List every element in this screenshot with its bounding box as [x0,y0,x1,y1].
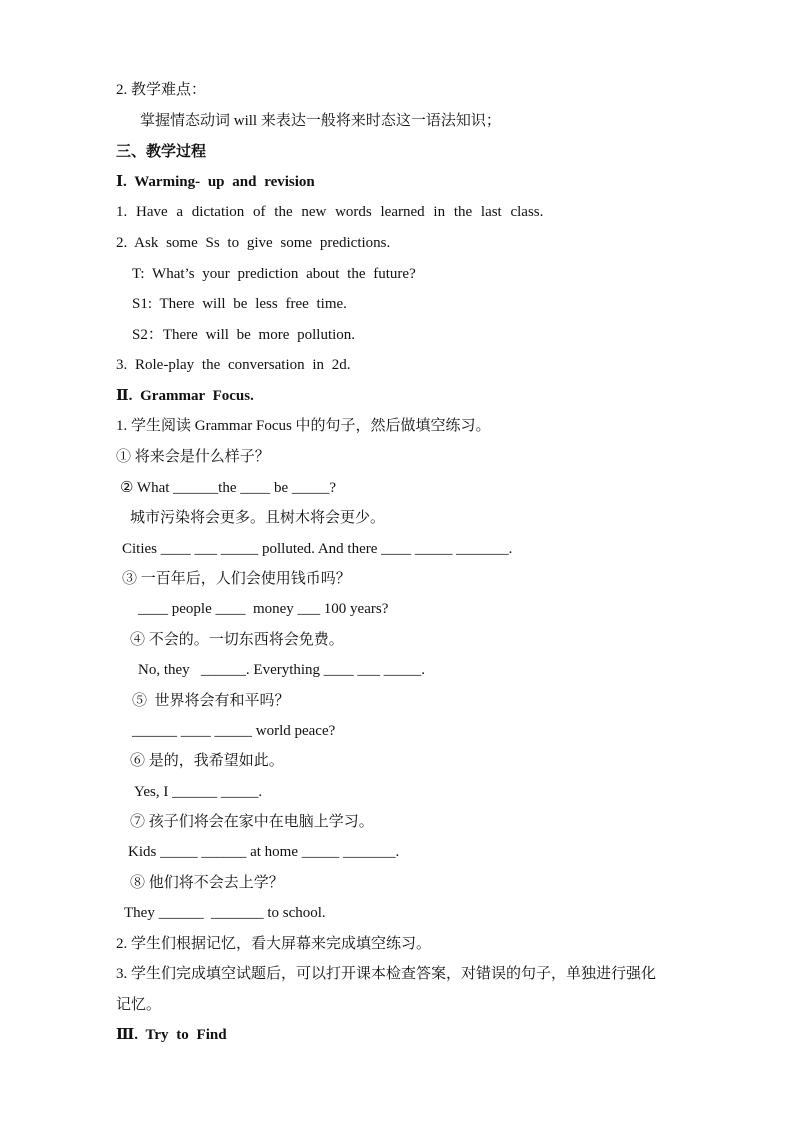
exercise-2-chinese: 城市污染将会更多。且树木将会更少。 [130,510,386,526]
exercise-7-blank: Kids _____ ______ at home _____ _______. [128,844,400,860]
exercise-6-blank: Yes, I ______ _____. [134,784,263,800]
exercise-3-blank: ____ people ____ money ___ 100 years? [138,601,389,617]
exercise-6-chinese: ⑥ 是的，我希望如此。 [130,753,284,769]
dialogue-teacher: T: What’s your prediction about the future? [132,266,416,282]
step-role-play: 3. Role-play the conversation in 2d. [116,357,351,373]
exercise-4-blank: No, they ______. Everything ____ ___ _____. [138,662,426,678]
exercise-2-blank: Cities ____ ___ _____ polluted. And there ____ _____ _______. [122,541,513,557]
difficulty-text: 掌握情态动词 will 来表达一般将来时态这一语法知识； [140,113,501,129]
exercise-5-blank: ______ ____ _____ world peace? [132,723,336,739]
section-heading-difficulty: 2. 教学难点： [116,82,207,98]
step-predictions: 2. Ask some Ss to give some predictions. [116,235,391,251]
exercise-8-blank: They ______ _______ to school. [124,905,326,921]
step-check-answers-cont: 记忆。 [116,997,162,1013]
exercise-8-chinese: ⑧ 他们将不会去上学？ [130,875,284,891]
part-heading-grammar-focus: Ⅱ. Grammar Focus. [116,388,254,404]
exercise-7-chinese: ⑦ 孩子们将会在家中在电脑上学习。 [130,814,374,830]
exercise-5-chinese: ⑤ 世界将会有和平吗？ [132,693,290,709]
section-heading-process: 三、教学过程 [116,144,207,160]
exercise-3-chinese: ③ 一百年后，人们会使用钱币吗？ [122,571,351,587]
step-grammar-reading: 1. 学生阅读 Grammar Focus 中的句子，然后做填空练习。 [116,418,491,434]
dialogue-student-2: S2：There will be more pollution. [132,327,356,343]
part-heading-try-to-find: Ⅲ. Try to Find [116,1027,227,1043]
exercise-1-chinese: ① 将来会是什么样子？ [116,449,270,465]
dialogue-student-1: S1: There will be less free time. [132,296,347,312]
exercise-4-chinese: ④ 不会的。一切东西将会免费。 [130,632,344,648]
step-big-screen-fill: 2. 学生们根据记忆，看大屏幕来完成填空练习。 [116,936,432,952]
part-heading-warming-up: Ⅰ. Warming- up and revision [116,174,315,190]
exercise-1-blank: ② What ______the ____ be _____? [120,480,337,496]
step-check-answers: 3. 学生们完成填空试题后，可以打开课本检查答案，对错误的句子，单独进行强化 [116,966,657,982]
step-dictation: 1. Have a dictation of the new words learned in the last class. [116,204,544,220]
